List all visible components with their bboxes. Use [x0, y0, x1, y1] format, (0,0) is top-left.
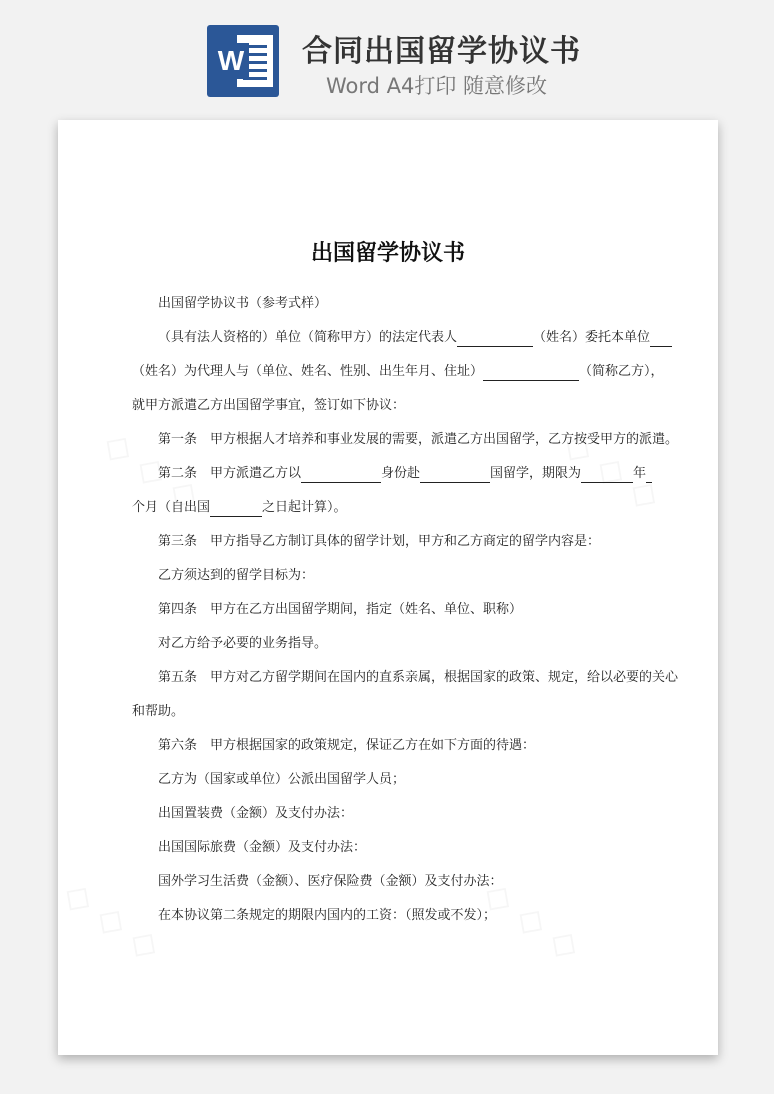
header [0, 0, 774, 118]
line-3: （姓名）为代理人与（单位、姓名、性别、出生年月、住址） （简称乙方）， [132, 364, 664, 379]
line-6: 第二条 甲方派遣乙方以 身份赴 国留学，期限为 年 [158, 465, 668, 483]
line-17: 出国国际旅费（金额）及支付办法： [158, 840, 367, 855]
header-subtitle: Word A4打印 随意修改 [326, 74, 548, 98]
line-4: 就甲方派遣乙方出国留学事宜，签订如下协议： [132, 398, 406, 413]
line-14: 第六条 甲方根据国家的政策规定，保证乙方在如下方面的待遇： [158, 738, 536, 753]
line-9: 乙方须达到的留学目标为： [158, 568, 315, 583]
line-11: 对乙方给予必要的业务指导。 [158, 636, 328, 651]
document-page [58, 120, 718, 1055]
line-19: 在本协议第二条规定的期限内国内的工资：（照发或不发）； [158, 908, 497, 923]
word-letter: W [213, 43, 249, 79]
line-18: 国外学习生活费（金额）、医疗保险费（金额）及支付办法： [158, 874, 503, 889]
word-icon [207, 25, 279, 97]
line-13: 和帮助。 [132, 704, 185, 719]
line-16: 出国置装费（金额）及支付办法： [158, 806, 354, 821]
line-12: 第五条 甲方对乙方留学期间在国内的直系亲属，根据国家的政策、规定，给以必要的关心 [158, 670, 679, 685]
watermark [58, 873, 168, 969]
line-1: 出国留学协议书（参考式样） [158, 296, 328, 311]
line-15: 乙方为（国家或单位）公派出国留学人员； [158, 772, 406, 787]
line-8: 第三条 甲方指导乙方制订具体的留学计划，甲方和乙方商定的留学内容是： [158, 534, 601, 549]
header-title: 合同出国留学协议书 [302, 34, 581, 69]
document-title: 出国留学协议书 [310, 241, 465, 266]
line-5: 第一条 甲方根据人才培养和事业发展的需要，派遣乙方出国留学，乙方按受甲方的派遣。 [158, 432, 679, 447]
line-10: 第四条 甲方在乙方出国留学期间，指定（姓名、单位、职称） [158, 602, 523, 617]
line-2: （具有法人资格的）单位（简称甲方）的法定代表人 （姓名）委托本单位 [158, 329, 668, 347]
line-7: 个月（自出国 之日起计算）。 [132, 500, 347, 515]
